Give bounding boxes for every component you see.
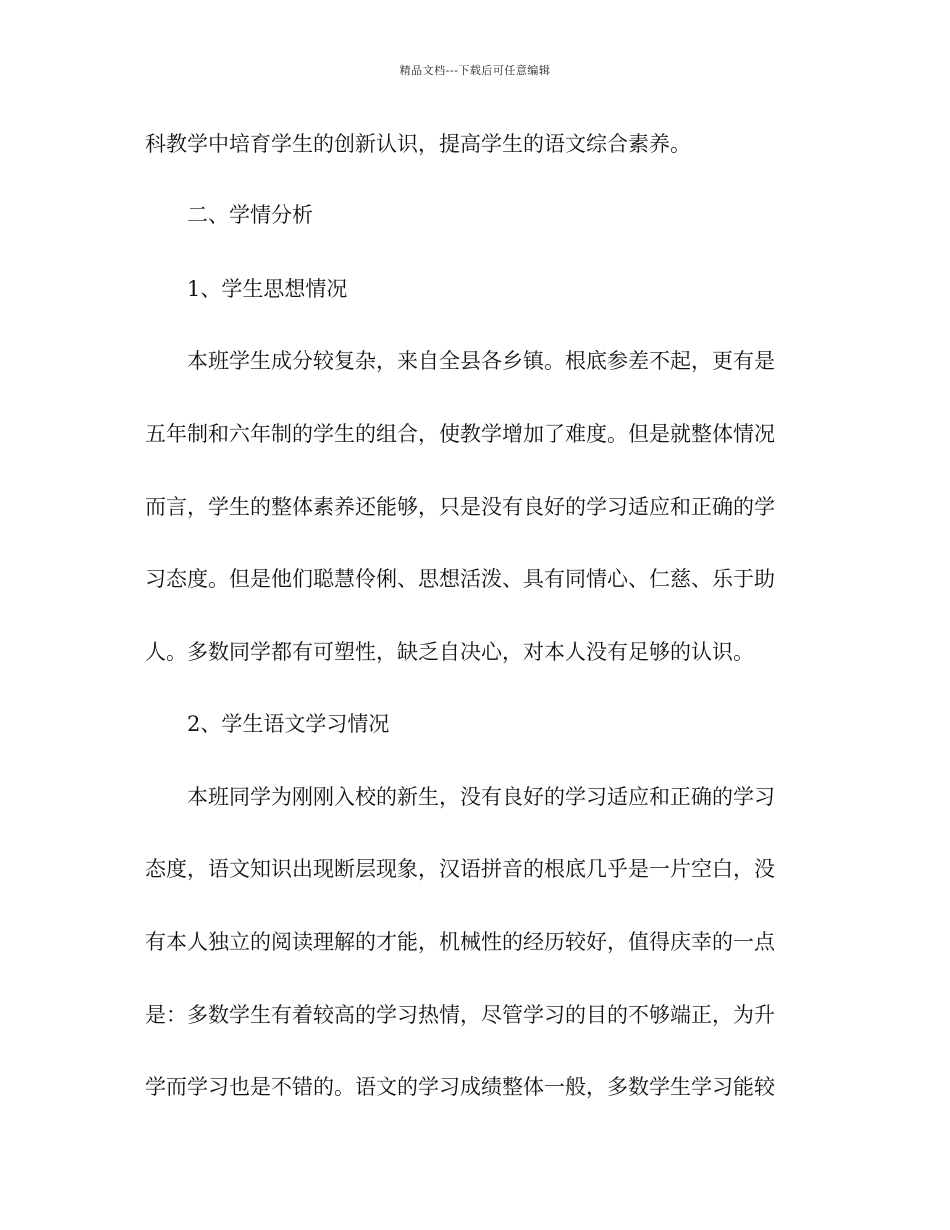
paragraph-line: 五年制和六年制的学生的组合，使教学增加了难度。但是就整体情况 [145, 422, 775, 446]
paragraph-line: 习态度。但是他们聪慧伶俐、思想活泼、具有同情心、仁慈、乐于助 [145, 567, 775, 591]
paragraph-line: 学而学习也是不错的。语文的学习成绩整体一般，多数学生学习能较 [145, 1075, 775, 1099]
subsection-heading: 2、学生语文学习情况 [187, 712, 390, 736]
paragraph-line: 态度，语文知识出现断层现象，汉语拼音的根底几乎是一片空白，没 [145, 857, 775, 881]
text-line: 科教学中培育学生的创新认识，提高学生的语文综合素养。 [145, 132, 691, 156]
section-heading: 二、学情分析 [187, 203, 313, 227]
subsection-heading: 1、学生思想情况 [187, 277, 348, 301]
page-header: 精品文档---下载后可任意编辑 [399, 64, 551, 77]
paragraph-line: 人。多数同学都有可塑性，缺乏自决心，对本人没有足够的认识。 [145, 640, 754, 664]
paragraph-line: 有本人独立的阅读理解的才能，机械性的经历较好，值得庆幸的一点 [145, 930, 775, 954]
paragraph-line: 而言，学生的整体素养还能够，只是没有良好的学习适应和正确的学 [145, 495, 775, 519]
paragraph-line: 本班同学为刚刚入校的新生，没有良好的学习适应和正确的学习 [187, 785, 775, 809]
paragraph-line: 是：多数学生有着较高的学习热情，尽管学习的目的不够端正，为升 [145, 1003, 775, 1027]
paragraph-line: 本班学生成分较复杂，来自全县各乡镇。根底参差不起，更有是 [187, 349, 775, 373]
